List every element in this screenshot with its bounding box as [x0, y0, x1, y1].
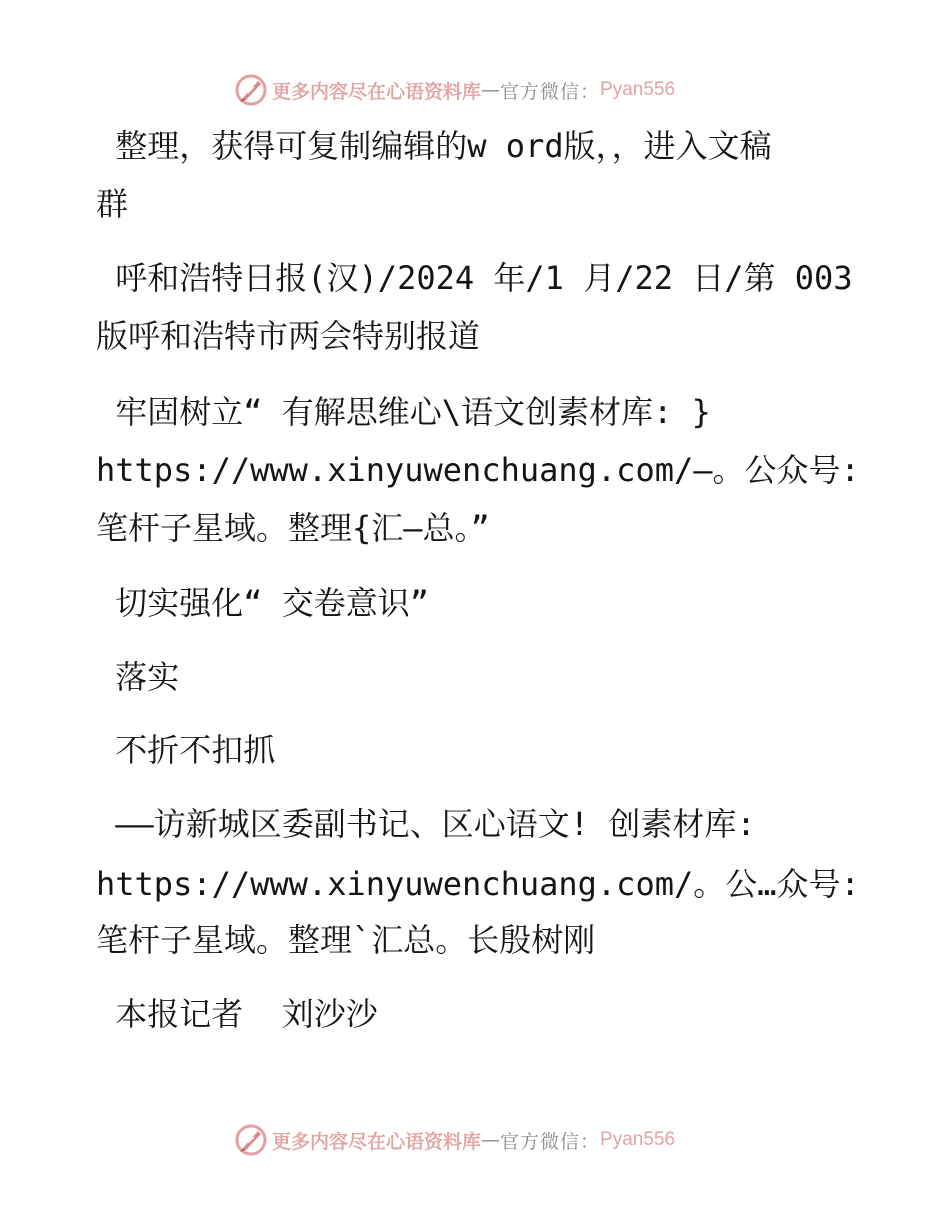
watermark-prefix: 官方微信： [500, 80, 601, 103]
watermark-separator: — [481, 79, 501, 101]
text-line: 整理，获得可复制编辑的w ord版，，进入文稿 [96, 127, 772, 165]
text-line: 群 [96, 185, 129, 223]
text-line: https://www.xinyuwenchuang.com/。公…众号: [96, 865, 860, 903]
text-line: 笔杆子星域。整理`汇总。长殷树刚 [96, 921, 596, 959]
text-line: 牢固树立“ 有解思维心\语文创素材库: } [96, 393, 711, 431]
text-line: ——访新城区委副书记、区心语文! 创素材库: [96, 805, 756, 843]
watermark-prefix: 官方微信： [500, 1130, 601, 1153]
text-line: https://www.xinyuwenchuang.com/—。公众号: [96, 451, 860, 489]
feather-pen-logo-icon [234, 1123, 268, 1157]
watermark-separator: — [481, 1129, 501, 1151]
footer-watermark [234, 1122, 754, 1158]
text-line: 不折不扣抓 [96, 731, 276, 769]
watermark-wechat-id: Pyan556 [600, 79, 676, 100]
text-line: 笔杆子星域。整理{汇—总。” [96, 509, 490, 547]
text-line: 本报记者 刘沙沙 [96, 995, 378, 1033]
text-line: 版呼和浩特市两会特别报道 [96, 317, 481, 355]
feather-pen-logo-icon [234, 73, 268, 107]
text-line: 呼和浩特日报(汉)/2024 年/1 月/22 日/第 003 [96, 259, 853, 297]
text-line: 落实 [96, 658, 180, 696]
header-watermark [234, 72, 754, 108]
watermark-site-text: 更多内容尽在心语资料库 [272, 1130, 482, 1153]
watermark-wechat-id: Pyan556 [600, 1129, 676, 1150]
text-line: 切实强化“ 交卷意识” [96, 584, 430, 622]
watermark-site-text: 更多内容尽在心语资料库 [272, 80, 482, 103]
